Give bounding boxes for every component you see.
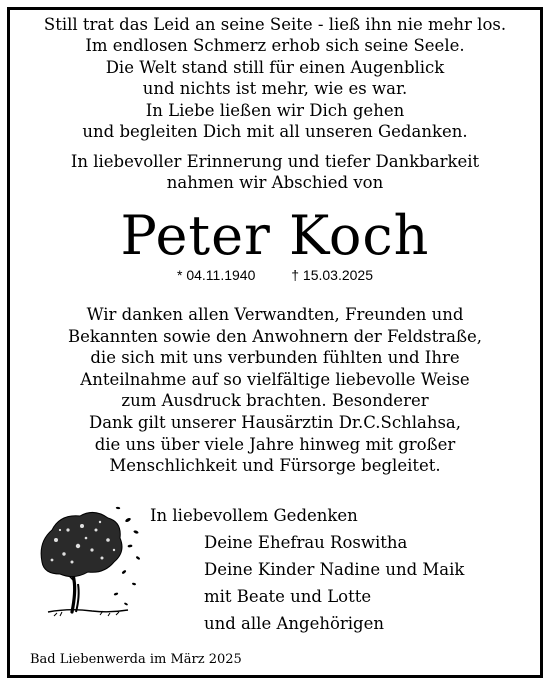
thanks-text — [10, 304, 540, 477]
poem-line: Die Welt stand still für einen Augenblick — [105, 57, 445, 77]
poem-line: und nichts ist mehr, wie es war. — [142, 79, 408, 99]
thanks-line: Dank gilt unserer Hausärztin Dr.C.Schlahsa, — [88, 412, 461, 432]
birth-date: * 04.11.1940 — [176, 267, 256, 283]
poem-line: Im endlosen Schmerz erhob sich seine Seele. — [85, 36, 465, 56]
deceased-name: Peter Koch — [120, 204, 430, 267]
thanks-line: zum Ausdruck brachten. Besonderer — [121, 391, 429, 411]
poem — [10, 14, 540, 142]
thanks-line: die sich mit uns verbunden fühlten und Ihre — [90, 348, 460, 368]
closing-lead: In liebevollem Gedenken — [150, 506, 358, 525]
intro-text — [10, 151, 540, 194]
intro-line: nahmen wir Abschied von — [166, 173, 384, 193]
obituary-card — [7, 7, 543, 678]
thanks-line: die uns über viele Jahre hinweg mit großer — [94, 434, 456, 454]
mourner-line: Deine Kinder Nadine und Maik — [204, 560, 465, 579]
thanks-line: Wir danken allen Verwandten, Freunden und — [86, 305, 464, 324]
place-and-date: Bad Liebenwerda im März 2025 — [30, 652, 242, 667]
intro-line: In liebevoller Erinnerung und tiefer Dankbarkeit — [70, 152, 480, 171]
poem-line: In Liebe ließen wir Dich gehen — [145, 100, 405, 120]
mourner-line: und alle Angehörigen — [204, 614, 385, 633]
closing-block — [150, 502, 464, 637]
windblown-tree-icon — [30, 500, 145, 625]
poem-line: und begleiten Dich mit all unseren Gedanken. — [82, 122, 468, 142]
life-dates — [10, 266, 540, 284]
mourner-line: Deine Ehefrau Roswitha — [204, 533, 408, 552]
death-date: † 15.03.2025 — [291, 267, 373, 283]
thanks-line: Menschlichkeit und Fürsorge begleitet. — [109, 456, 441, 476]
poem-line: Still trat das Leid an seine Seite - ließ ihn nie mehr los. — [43, 15, 507, 34]
thanks-line: Anteilnahme auf so vielfältige liebevolle Weise — [80, 369, 470, 389]
mourner-line: mit Beate und Lotte — [204, 587, 372, 606]
thanks-line: Bekannten sowie den Anwohnern der Feldstraße, — [67, 326, 483, 346]
